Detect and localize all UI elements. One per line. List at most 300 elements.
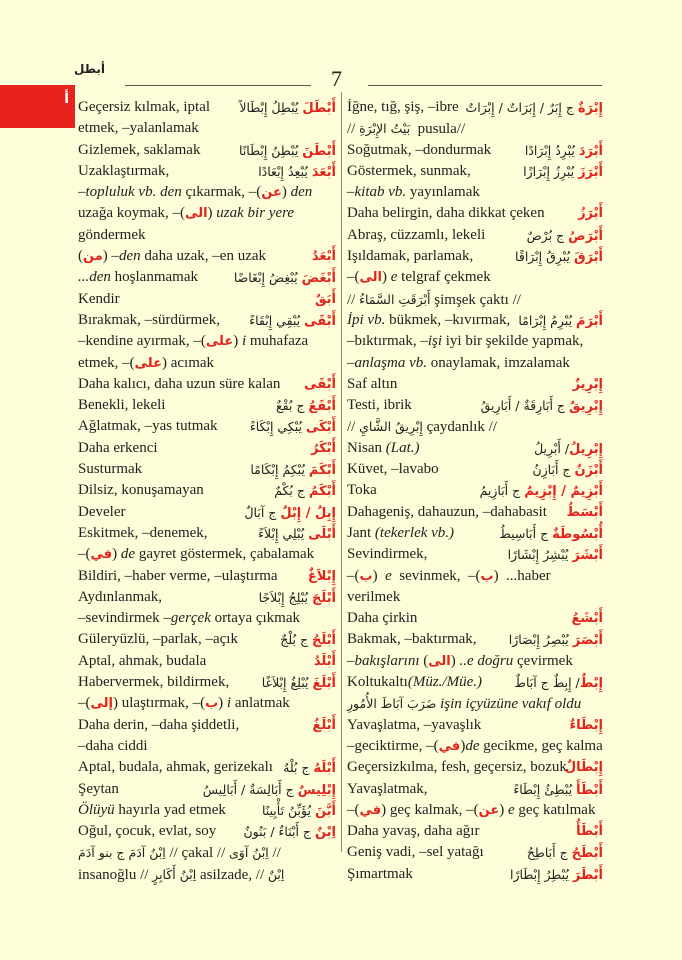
dictionary-line	[347, 267, 603, 288]
dictionary-line	[78, 310, 336, 331]
arabic-entry	[314, 651, 336, 672]
turkish-definition	[347, 248, 473, 264]
text-segment: )	[450, 652, 460, 669]
dictionary-line	[78, 182, 336, 203]
turkish-definition	[78, 482, 204, 498]
dictionary-line	[78, 715, 336, 736]
arabic-entry	[258, 523, 336, 545]
arabic-text: يُبْرِمُ إِبْرَامًا	[518, 312, 577, 328]
text-segment: (Lat.)	[385, 439, 420, 456]
turkish-definition	[347, 802, 595, 818]
turkish-definition	[347, 759, 567, 775]
turkish-definition	[347, 440, 420, 456]
turkish-definition	[347, 866, 413, 882]
dictionary-line	[347, 587, 603, 608]
arabic-entry	[578, 203, 603, 224]
arabic-entry	[250, 459, 336, 481]
dictionary-line	[78, 629, 336, 650]
turkish-definition	[78, 418, 218, 434]
text-segment: ...den	[78, 269, 111, 286]
headword: أَبْرَزَ	[578, 164, 603, 180]
text-segment: ) ...haber	[493, 567, 551, 584]
arabic-text: يُبْقِي إِبْقَاءً	[249, 312, 305, 328]
turkish-definition	[347, 717, 481, 733]
arabic-text: ج أَبْنَاءٌ / بَنُونٌ	[243, 824, 315, 840]
headword: عن	[261, 185, 282, 201]
headword: ب	[359, 568, 373, 584]
headword: الى	[185, 206, 208, 222]
arabic-text: يُبْعِدُ إِبْعَادًا	[258, 163, 312, 179]
arabic-text: ج أَبَاطِحُ	[526, 845, 572, 861]
text-segment: Abraş, cüzzamlı, lekeli	[347, 226, 486, 243]
arabic-text: يُؤَبِّنُ تَأْبِينًا	[261, 802, 315, 818]
turkish-definition	[78, 695, 290, 711]
headword: أَبْطَلَ	[302, 101, 336, 116]
dictionary-line	[78, 800, 336, 821]
dictionary-line	[78, 118, 336, 139]
dictionary-line	[78, 353, 336, 374]
headword: أَبَقٌ	[314, 291, 336, 307]
text-segment: Geçersiz kılmak, iptal	[78, 99, 211, 115]
arabic-entry	[258, 161, 336, 183]
arabic-text: بَيْتُ الإِبْرَةِ	[359, 121, 411, 137]
text-segment: sevinmek, –(	[391, 567, 481, 584]
turkish-definition	[347, 397, 412, 413]
arabic-entry	[534, 438, 603, 460]
text-segment: Bırakmak, –sürdürmek,	[78, 311, 221, 328]
headword: أَبْزَنٌ	[574, 463, 603, 479]
turkish-definition	[78, 867, 284, 883]
text-segment: Yavaşlatma, –yavaşlık	[347, 716, 482, 733]
dictionary-line	[347, 225, 603, 246]
dictionary-line	[347, 779, 603, 800]
text-segment: uzak bir yere	[216, 205, 295, 222]
arabic-entry	[515, 246, 603, 268]
text-segment: Aydınlanmak,	[78, 588, 163, 605]
turkish-definition	[78, 610, 300, 626]
dictionary-line	[78, 523, 336, 544]
text-segment: ) ulaştırmak, –(	[113, 695, 206, 712]
text-segment: hoşlanmamak	[110, 269, 198, 286]
text-segment: //	[347, 419, 360, 436]
dictionary-line	[347, 395, 603, 416]
dictionary-line	[347, 651, 603, 672]
dictionary-line	[347, 842, 603, 863]
dictionary-line	[347, 757, 603, 778]
turkish-definition	[78, 205, 294, 221]
turkish-definition	[347, 269, 491, 285]
arabic-entry	[523, 161, 603, 183]
text-segment: Daha belirgin, daha dikkat çeken	[347, 205, 545, 222]
turkish-definition	[78, 631, 238, 647]
text-segment: geç katılmak	[514, 801, 596, 818]
text-segment: )	[207, 205, 217, 222]
text-segment: Testi, ibrik	[347, 397, 412, 414]
text-segment: –(	[78, 695, 91, 712]
text-segment: ortaya çıkmak	[210, 610, 301, 627]
text-segment: Işıldamak, parlamak,	[347, 248, 474, 265]
arabic-text: يُبْطِرُ إِبْطَارًا	[510, 866, 573, 882]
text-segment: Daha yavaş, daha ağır	[347, 823, 480, 840]
text-segment: Habervermek, bildirmek,	[78, 674, 230, 691]
turkish-definition	[347, 163, 471, 179]
turkish-definition	[78, 845, 281, 861]
text-segment: Eskitmek, –denemek,	[78, 524, 208, 541]
text-segment: Göstermek, sunmak,	[347, 162, 471, 179]
headword: في	[90, 547, 113, 563]
headword: أَبْكَمَ	[308, 463, 336, 479]
text-segment: )	[102, 248, 112, 265]
text-segment: Benekli, lekeli	[78, 397, 166, 414]
headword: أَبْسَطُ	[566, 504, 603, 520]
headword: أَبْعَدَ	[311, 164, 336, 180]
dictionary-line	[347, 629, 603, 650]
text-segment: –sevindirmek	[78, 610, 164, 627]
text-segment: ) geç kalmak, –(	[381, 801, 479, 818]
arabic-text: اِبْنٌ	[267, 866, 285, 882]
text-segment: bükmek, –kıvırmak,	[385, 311, 511, 328]
dictionary-line	[78, 140, 336, 161]
text-segment: Küvet, –lavabo	[347, 461, 439, 478]
column-divider	[341, 92, 342, 852]
text-segment: –geciktirme, –(	[347, 737, 439, 754]
arabic-entry	[573, 374, 603, 395]
arabic-entry	[514, 672, 603, 694]
turkish-definition	[78, 269, 198, 285]
arabic-text: يُبْلِي إِبْلاَءً	[258, 525, 309, 541]
turkish-definition	[347, 205, 545, 221]
turkish-definition	[78, 120, 199, 136]
text-segment: etmek, –yalanlamak	[78, 120, 199, 137]
headword: إِبِلٌ / إِبْلٌ	[280, 505, 336, 521]
text-segment: )	[281, 184, 291, 201]
text-segment: etmek, –(	[78, 354, 135, 371]
dictionary-line	[347, 736, 603, 757]
arabic-entry	[304, 374, 336, 395]
text-segment: e	[390, 269, 398, 286]
headword: أَبْرَمَ	[576, 313, 603, 329]
text-segment: de	[120, 546, 136, 563]
arabic-entry	[262, 672, 336, 694]
arabic-entry	[262, 800, 336, 822]
headword: على	[134, 355, 162, 371]
arabic-text: يُبْلِغُ إِبْلاَغًا	[261, 675, 313, 691]
turkish-definition	[78, 823, 216, 839]
text-segment: //	[347, 121, 360, 138]
turkish-definition	[78, 355, 214, 371]
turkish-definition	[347, 823, 479, 839]
arabic-entry	[508, 544, 603, 566]
headword: أَبْطَأَ	[576, 782, 603, 798]
headword: أَبْلَى	[308, 526, 336, 542]
turkish-definition	[347, 461, 439, 477]
headword: في	[359, 802, 382, 818]
arabic-entry	[565, 757, 603, 778]
text-segment: Geniş vadi, –sel yatağı	[347, 844, 484, 861]
dictionary-line	[347, 566, 603, 587]
dictionary-line	[78, 693, 336, 714]
arabic-text: يُبْغِضُ إِبْغَاضًا	[233, 270, 302, 286]
headword: أَبْطَرَ	[572, 867, 603, 883]
arabic-text: إِبْرِيقُ الشَّايِ	[359, 419, 423, 435]
dictionary-line	[78, 672, 336, 693]
arabic-text: يُبْلِجُ إِبْلاَجًا	[258, 589, 312, 605]
turkish-definition	[347, 355, 570, 371]
headword: أُبْسُوطَةٌ	[552, 526, 603, 542]
arabic-entry	[203, 779, 336, 801]
arabic-text: ج أَبَازِنُ	[532, 462, 575, 478]
turkish-definition	[347, 482, 377, 498]
text-segment: Ağlatmak, –yas tutmak	[78, 418, 218, 435]
text-segment: Bildiri, –haber verme, –ulaştırma	[78, 567, 278, 584]
text-segment: Koltukaltı	[347, 674, 408, 691]
dictionary-line	[78, 842, 336, 863]
dictionary-line	[78, 736, 336, 757]
text-segment: Daha erkenci	[78, 439, 158, 456]
dictionary-line	[347, 480, 603, 501]
text-segment: –kitab vb.	[347, 184, 407, 201]
section-letter-tab: أ	[0, 85, 75, 128]
text-segment: –işi	[420, 333, 443, 350]
dictionary-line	[347, 331, 603, 352]
arabic-text: / إِبِطٌ ج آبَاطٌ	[514, 675, 580, 691]
turkish-definition	[347, 376, 397, 392]
text-segment: Aptal, budala, ahmak, gerizekalı	[78, 759, 273, 776]
guide-word: أبطل	[74, 62, 106, 76]
headword: من	[83, 249, 103, 265]
headword: أَبْكَرُ	[311, 440, 336, 456]
dictionary-line	[347, 715, 603, 736]
dictionary-line	[78, 395, 336, 416]
text-segment: den	[290, 184, 313, 201]
arabic-text: يُبْشِرُ إِبْشَارًا	[507, 547, 573, 563]
right-column	[347, 97, 603, 885]
dictionary-line	[347, 374, 603, 395]
arabic-text: يُبْطِلُ إِبْطَالاً	[239, 100, 303, 115]
headword: أَبْرَقَ	[573, 250, 603, 266]
text-segment: e	[507, 801, 515, 818]
dictionary-line	[78, 757, 336, 778]
headword: أَبْلَجُ	[311, 633, 336, 649]
turkish-definition	[78, 674, 229, 690]
arabic-entry	[567, 502, 604, 523]
dictionary-line	[347, 693, 603, 714]
turkish-definition	[78, 568, 278, 584]
arabic-entry	[527, 225, 603, 247]
arabic-text: ج أَبَارِقَةٌ / أَبَارِيقُ	[480, 398, 569, 414]
arabic-entry	[499, 523, 603, 545]
arabic-text: يُبْطِئُ إِبْطَاءً	[513, 781, 577, 797]
arabic-text: ج بُقْعٌ	[275, 398, 309, 414]
dictionary-line	[78, 416, 336, 437]
headword: أَبْشَعُ	[571, 611, 603, 627]
turkish-definition	[78, 248, 266, 264]
dictionary-line	[78, 779, 336, 800]
headword: أَبْرَزُ	[578, 206, 603, 222]
text-segment: gayret göstermek, çabalamak	[135, 546, 315, 563]
turkish-definition	[78, 759, 273, 775]
text-segment: yayınlamak	[406, 184, 480, 201]
text-segment: –den	[111, 248, 141, 265]
turkish-definition	[347, 333, 583, 349]
headword: إِبْرِيقٌ	[568, 399, 603, 415]
text-segment: telgraf çekmek	[397, 269, 491, 286]
arabic-entry	[259, 587, 336, 609]
headword: ب	[205, 696, 219, 712]
text-segment: İpi vb.	[347, 311, 386, 328]
text-segment: Aptal, ahmak, budala	[78, 652, 207, 669]
text-segment: )	[372, 567, 386, 584]
headword: إِبْرِيزٌ	[572, 376, 603, 392]
dictionary-line	[347, 118, 603, 139]
arabic-text: ج آبَالٌ	[244, 504, 281, 520]
arabic-entry	[532, 459, 603, 481]
text-segment: Sevindirmek,	[347, 546, 428, 563]
turkish-definition	[78, 163, 169, 179]
text-segment: çaydanlık //	[422, 419, 498, 436]
turkish-definition	[347, 504, 547, 520]
text-segment: Kendir	[78, 290, 120, 307]
text-segment: Gizlemek, saklamak	[78, 141, 201, 158]
text-segment: Soğutmak, –dondurmak	[347, 141, 492, 158]
dictionary-line	[347, 203, 603, 224]
headword: أَبْطَنَ	[302, 143, 336, 159]
text-segment: verilmek	[347, 588, 401, 605]
turkish-definition	[78, 546, 314, 562]
headword: أَبْلَجَ	[311, 590, 336, 606]
arabic-text: اِبْنُ آوَى	[229, 845, 269, 861]
text-segment: //	[268, 845, 281, 862]
headword: إلى	[90, 696, 113, 712]
arabic-entry	[315, 289, 336, 310]
arabic-text: ضَرَبَ آبَاطَ الأُمُورِ	[347, 696, 437, 712]
turkish-definition	[347, 844, 484, 860]
dictionary-line	[78, 289, 336, 310]
arabic-entry	[239, 140, 336, 162]
text-segment: muhafaza	[246, 333, 309, 350]
turkish-definition	[347, 781, 428, 797]
headword: أَبْرَدَ	[578, 143, 603, 159]
headword: الى	[428, 653, 451, 669]
dictionary-line	[347, 523, 603, 544]
text-segment: Oğul, çocuk, evlat, soy	[78, 823, 217, 840]
turkish-definition	[347, 631, 477, 647]
headword: أَبْشَرَ	[572, 548, 603, 564]
arabic-text: ج إِبَرٌ / إِبَرَاتٌ / إِبْرَاتٌ	[465, 100, 578, 115]
arabic-text: اِبْنُ أَكَابِرٍ	[152, 866, 197, 882]
headword: أَبْعَدُ	[311, 249, 336, 265]
headword: أَبَّنَ	[314, 803, 336, 819]
text-segment: –kendine ayırmak, –(	[78, 333, 206, 350]
dictionary-line	[347, 310, 603, 331]
turkish-definition	[347, 227, 485, 243]
headword: في	[438, 738, 461, 754]
headword: إِبْطٌ	[579, 676, 603, 692]
turkish-definition	[78, 589, 162, 605]
turkish-definition	[78, 504, 125, 520]
headword: أَبْلَغُ	[312, 717, 336, 733]
text-segment: (	[78, 248, 83, 265]
text-segment: iyi bir şekilde yapmak,	[442, 333, 584, 350]
text-segment: –topluluk vb. den	[78, 184, 182, 201]
text-segment: )	[382, 269, 391, 286]
arabic-entry	[274, 480, 336, 502]
arabic-text: يُبْرِقُ إِبْرَاقًا	[515, 249, 574, 265]
headword: أَبْطَأُ	[576, 824, 603, 840]
dictionary-line	[78, 480, 336, 501]
text-segment: –(	[347, 801, 360, 818]
turkish-definition	[347, 589, 400, 605]
text-segment: pusula//	[410, 121, 466, 138]
arabic-entry	[576, 821, 603, 842]
text-segment: –(	[347, 567, 360, 584]
headword: أَبْكَمُ	[308, 484, 336, 500]
headword: أَبْلَهُ	[313, 761, 336, 777]
arabic-entry	[481, 395, 603, 417]
text-segment: Develer	[78, 503, 126, 520]
dictionary-line	[78, 246, 336, 267]
arabic-entry	[234, 267, 336, 289]
dictionary-line	[78, 331, 336, 352]
text-segment: Saf altın	[347, 375, 398, 392]
text-segment: Bakmak, –baktırmak,	[347, 631, 477, 648]
turkish-definition	[78, 525, 208, 541]
arabic-entry	[513, 779, 603, 801]
turkish-definition	[347, 653, 573, 669]
arabic-entry	[527, 842, 603, 864]
turkish-definition	[78, 184, 312, 200]
dictionary-line	[347, 800, 603, 821]
arabic-text: / أَبْرِيلُ	[534, 440, 570, 456]
dictionary-line	[347, 161, 603, 182]
headword: على	[205, 334, 234, 350]
text-segment: işin içyüzüne vakıf oldu	[440, 696, 582, 713]
headword: إِبْلِيسٌ	[297, 782, 336, 798]
page-number: 7	[331, 66, 342, 91]
turkish-definition	[347, 419, 497, 435]
text-segment: anlatmak	[231, 695, 290, 712]
text-segment: i	[241, 333, 247, 350]
header-rule-right	[368, 85, 602, 86]
dictionary-line	[347, 544, 603, 565]
headword: أَبْقَى	[304, 313, 336, 329]
arabic-entry	[312, 715, 336, 736]
dictionary-line	[78, 438, 336, 459]
text-segment: göndermek	[78, 226, 146, 243]
dictionary-line	[347, 864, 603, 885]
turkish-definition	[78, 717, 239, 733]
arabic-text: ج أَبَاسِيطُ	[499, 525, 553, 541]
dictionary-line	[78, 864, 336, 885]
dictionary-line	[78, 97, 336, 118]
dictionary-line	[347, 502, 603, 523]
turkish-definition	[347, 738, 603, 754]
turkish-definition	[347, 674, 482, 690]
turkish-definition	[78, 291, 120, 307]
turkish-definition	[78, 397, 165, 413]
dictionary-line	[78, 566, 336, 587]
arabic-entry	[280, 629, 336, 651]
text-segment: (Müz./Müe.)	[407, 674, 482, 691]
dictionary-line	[347, 289, 603, 310]
text-segment: –daha ciddi	[78, 737, 148, 754]
arabic-text: يُبْرِدُ إِبْرَادًا	[524, 142, 579, 158]
text-segment: Jant	[347, 524, 375, 541]
text-segment: Daha derin, –daha şiddetli,	[78, 716, 240, 733]
headword: إِبْرِيلُ	[569, 441, 603, 457]
headword: أَبْزِيمٌ / إِبْزِيمٌ	[524, 484, 603, 500]
text-segment: Geçersizkılma, fesh, geçersiz, bozuk	[347, 759, 567, 776]
